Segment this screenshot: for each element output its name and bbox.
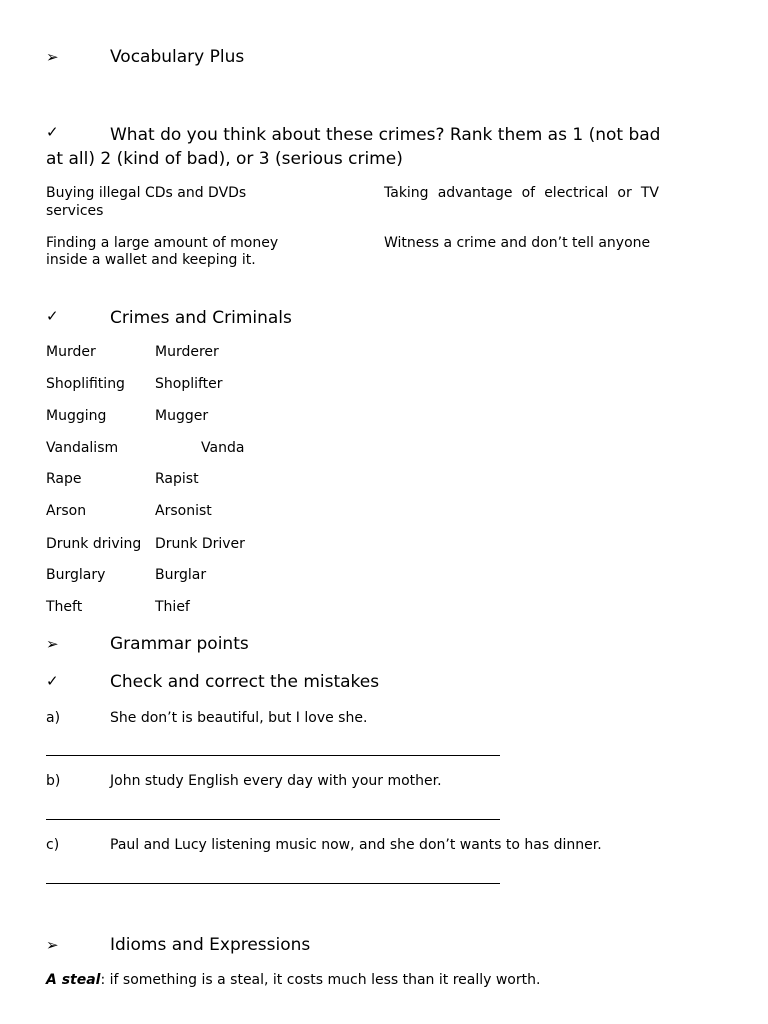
crime-cell: Shoplifiting <box>46 376 125 392</box>
section-title-check: Check and correct the mistakes <box>110 672 380 692</box>
rank-item-3: Finding a large amount of money inside a wallet and keeping it. <box>46 235 279 268</box>
criminal-cell: Drunk Driver <box>155 536 245 552</box>
crime-cell: Drunk driving <box>46 536 142 552</box>
exercise-label: b) <box>46 773 61 789</box>
rank-item-4: Witness a crime and don’t tell anyone <box>384 235 651 251</box>
idiom-entry <box>46 972 540 988</box>
answer-line[interactable] <box>46 755 500 756</box>
criminal-cell: Burglar <box>155 567 207 583</box>
idiom-definition: : if something is a steal, it costs much less than it really worth. <box>100 972 541 988</box>
section-title-crimes: Crimes and Criminals <box>110 308 292 328</box>
crime-cell: Vandalism <box>46 440 119 456</box>
criminal-cell: Vanda <box>201 440 245 456</box>
check-bullet-icon: ✓ <box>46 307 59 325</box>
crime-cell: Burglary <box>46 567 106 583</box>
exercise-sentence: She don’t is beautiful, but I love she. <box>110 710 368 726</box>
criminal-cell: Thief <box>155 599 190 615</box>
criminal-cell: Arsonist <box>155 503 212 519</box>
exercise-sentence: John study English every day with your mother. <box>110 773 442 789</box>
idiom-term: A steal <box>46 972 101 988</box>
criminal-cell: Shoplifter <box>155 376 223 392</box>
answer-line[interactable] <box>46 819 500 820</box>
section-title-idioms: Idioms and Expressions <box>110 935 311 955</box>
crime-cell: Mugging <box>46 408 107 424</box>
check-bullet-icon: ✓ <box>46 123 59 141</box>
exercise-label: c) <box>46 837 60 853</box>
exercise-sentence: Paul and Lucy listening music now, and she don’t wants to has dinner. <box>110 837 602 853</box>
exercise-label: a) <box>46 710 61 726</box>
crime-cell: Murder <box>46 344 96 360</box>
arrow-bullet-icon: ➢ <box>46 936 59 954</box>
crime-cell: Arson <box>46 503 87 519</box>
rank-item-2: Taking advantage of electrical or TV <box>384 185 659 201</box>
section-title-vocabulary-plus: Vocabulary Plus <box>110 47 245 67</box>
rank-item-1: Buying illegal CDs and DVDs services <box>46 185 247 219</box>
answer-line[interactable] <box>46 883 500 884</box>
crime-cell: Theft <box>46 599 83 615</box>
section-title-grammar: Grammar points <box>110 634 249 654</box>
criminal-cell: Mugger <box>155 408 209 424</box>
rank-question: What do you think about these crimes? Rank them as 1 (not bad at all) 2 (kind of bad), or 3 (serious crime) <box>46 125 661 169</box>
arrow-bullet-icon: ➢ <box>46 635 59 653</box>
criminal-cell: Murderer <box>155 344 219 360</box>
arrow-bullet-icon: ➢ <box>46 48 59 66</box>
check-bullet-icon: ✓ <box>46 672 59 690</box>
criminal-cell: Rapist <box>155 471 199 487</box>
crime-cell: Rape <box>46 471 82 487</box>
